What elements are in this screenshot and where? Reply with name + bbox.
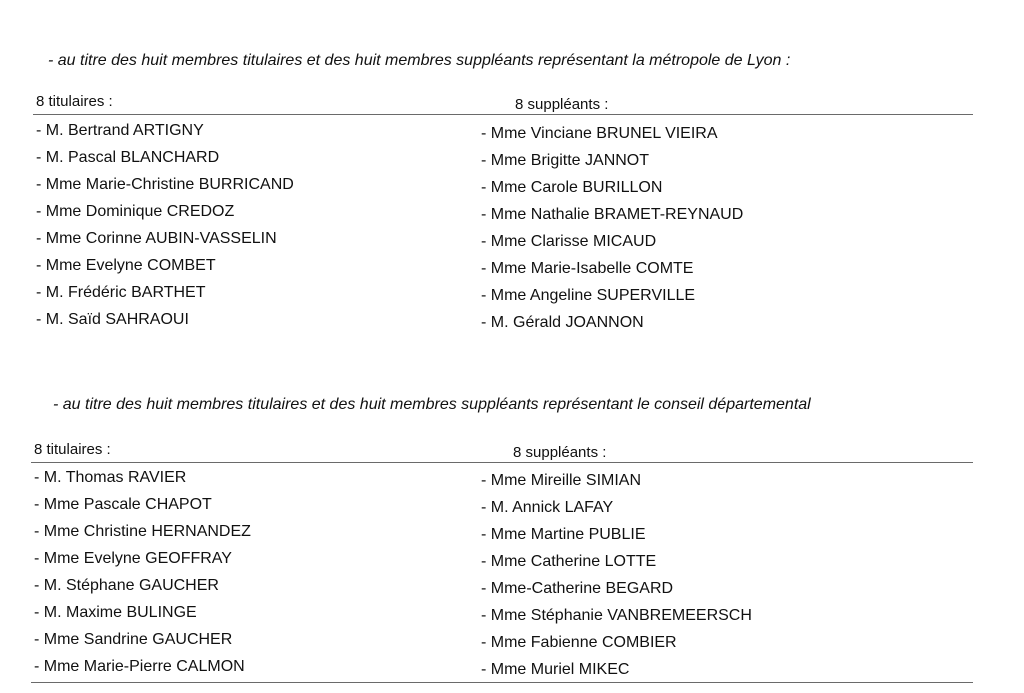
list-item: - Mme Dominique CREDOZ xyxy=(36,203,235,220)
list-item: - Mme Muriel MIKEC xyxy=(481,661,630,678)
section-heading-departemental: - au titre des huit membres titulaires et des huit membres suppléants représentant le conseil départemental xyxy=(53,396,811,413)
header-rule xyxy=(31,462,973,463)
list-item: - Mme Corinne AUBIN-VASSELIN xyxy=(36,230,277,247)
list-item: - M. Frédéric BARTHET xyxy=(36,284,206,301)
list-item: - M. Pascal BLANCHARD xyxy=(36,149,220,166)
list-item: - Mme Stéphanie VANBREMEERSCH xyxy=(481,607,752,624)
list-item: - Mme-Catherine BEGARD xyxy=(481,580,674,597)
list-item: - Mme Sandrine GAUCHER xyxy=(34,631,233,648)
list-item: - Mme Marie-Christine BURRICAND xyxy=(36,176,294,193)
list-item: - Mme Carole BURILLON xyxy=(481,179,663,196)
list-item: - M. Bertrand ARTIGNY xyxy=(36,122,204,139)
list-item: - Mme Catherine LOTTE xyxy=(481,553,657,570)
list-item: - Mme Clarisse MICAUD xyxy=(481,233,657,250)
list-item: - Mme Vinciane BRUNEL VIEIRA xyxy=(481,125,718,142)
bottom-rule xyxy=(31,682,973,683)
list-item: - Mme Martine PUBLIE xyxy=(481,526,646,543)
list-item: - Mme Angeline SUPERVILLE xyxy=(481,287,696,304)
titulaires-list-metropole xyxy=(36,121,294,337)
list-item: - Mme Evelyne COMBET xyxy=(36,257,216,274)
header-rule xyxy=(33,114,973,115)
list-item: - Mme Evelyne GEOFFRAY xyxy=(34,550,232,567)
suppleants-header: 8 suppléants : xyxy=(513,444,607,461)
list-item: - Mme Brigitte JANNOT xyxy=(481,152,650,169)
list-item: - Mme Fabienne COMBIER xyxy=(481,634,677,651)
list-item: - M. Maxime BULINGE xyxy=(34,604,197,621)
list-item: - Mme Mireille SIMIAN xyxy=(481,472,642,489)
section-heading-metropole: - au titre des huit membres titulaires et des huit membres suppléants représentant la métropole de Lyon : xyxy=(48,52,791,69)
list-item: - Mme Christine HERNANDEZ xyxy=(34,523,251,540)
list-item: - Mme Marie-Isabelle COMTE xyxy=(481,260,694,277)
list-item: - Mme Nathalie BRAMET-REYNAUD xyxy=(481,206,744,223)
titulaires-list-departemental xyxy=(34,468,251,684)
suppleants-header: 8 suppléants : xyxy=(515,96,609,113)
list-item: - M. Saïd SAHRAOUI xyxy=(36,311,189,328)
list-item: - Mme Pascale CHAPOT xyxy=(34,496,212,513)
list-item: - M. Gérald JOANNON xyxy=(481,314,644,331)
list-item: - M. Thomas RAVIER xyxy=(34,469,187,486)
titulaires-header: 8 titulaires : xyxy=(34,441,111,458)
suppleants-list-metropole xyxy=(481,124,743,340)
list-item: - M. Stéphane GAUCHER xyxy=(34,577,219,594)
titulaires-header: 8 titulaires : xyxy=(36,93,113,110)
list-item: - Mme Marie-Pierre CALMON xyxy=(34,658,245,675)
suppleants-list-departemental xyxy=(481,471,752,687)
list-item: - M. Annick LAFAY xyxy=(481,499,614,516)
